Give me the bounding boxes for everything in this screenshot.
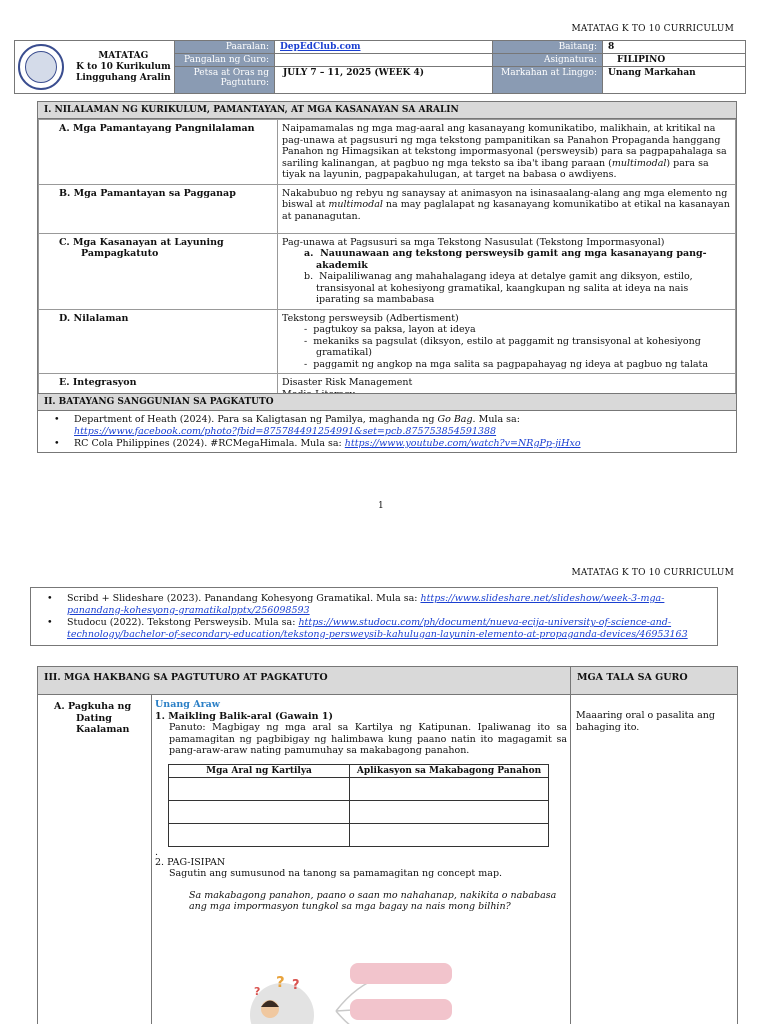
page-number: 1 (378, 501, 384, 511)
kartilya-cell[interactable] (169, 800, 350, 823)
row-e-text: Disaster Risk Management (278, 374, 736, 406)
row-d-label: D. Nilalaman (39, 309, 278, 374)
step-2-text: Sagutin ang sumusunod na tanong sa pamamagitan ng concept map. (169, 868, 503, 879)
notes-column-title: MGA TALA SA GURO (571, 667, 738, 695)
petsa-value: JULY 7 – 11, 2025 (WEEK 4) (275, 67, 493, 94)
step-a-content (152, 695, 571, 1024)
references-list (31, 588, 717, 643)
aplikasyon-cell[interactable] (350, 823, 549, 846)
aplikasyon-cell[interactable] (350, 777, 549, 800)
row-a-text: Naipamamalas ng mga mag-aaral ang kasanayang komunikatibo, malikhain, at kritikal na pag-unawa at pagsusuri ng mga tekstong pampanitikan sa Panahon Propaganda hanggang Panahon ng Himagsikan at tekstong impormasyonal (persweysib) para sa pagpapahalaga sa sariling kalinangan, at pagbuo ng mga teksto sa iba't ibang paraan (multimodal) para sa tiyak na layunin, pagpapakahulugan, at target na babasa o awdiyens. (278, 120, 736, 185)
concept-map-question: Sa makabagong panahon, paano o saan mo nahahanap, nakikita o nababasa ang mga impormasyon tungkol sa mga bagay na nais mong bilhin? (189, 889, 557, 912)
day-label: Unang Araw (155, 699, 220, 710)
step-a-label: A. Pagkuha ng Dating Kaalaman (38, 695, 152, 1024)
kartilya-col-header: Mga Aral ng Kartilya (169, 764, 350, 777)
reference-item: • Scribd + Slideshare (2023). Panandang Kohesyong Gramatikal. Mula sa: https://www.slideshare.net/slideshow/week-3-mga- panandang-kohesyong-gramatikalpptx/256098593 (43, 593, 711, 616)
kartilya-cell[interactable] (169, 823, 350, 846)
row-b-text: Nakabubuo ng rebyu ng sanaysay at animasyon na isinasaalang-alang ang mga elemento ng biswal at multimodal na may paglalapat ng kasanayang komunikatibo at etikal na kasanayan at pananagutan. (278, 184, 736, 233)
reference-link[interactable]: https://www.facebook.com/photo?fbid=875784491254991&set=pcb.875753854591388 (74, 425, 497, 437)
step-1-heading: 1. Maikling Balik-aral (Gawain 1) (155, 710, 333, 722)
section-3-table (37, 666, 738, 1024)
curriculum-label: MATATAG K TO 10 CURRICULUM (571, 24, 734, 34)
section-sanggunian (37, 393, 737, 453)
svg-text:?: ? (276, 973, 285, 991)
reference-link[interactable]: panandang-kohesyong-gramatikalpptx/256098593 (67, 604, 310, 616)
stray-dot: . (155, 846, 159, 858)
section-1-title: I. NILALAMAN NG KURIKULUM, PAMANTAYAN, AT MGA KASANAYAN SA ARALIN (38, 102, 736, 119)
reference-link[interactable]: technology/bachelor-of-secondary-education/tekstong-persweysib-kahulugan-layunin-elemento-at-propaganda-devices/46953163 (67, 628, 688, 640)
reference-link[interactable]: https://www.youtube.com/watch?v=NRgPp-jiHxo (344, 438, 581, 449)
guro-label: Pangalan ng Guro: (175, 54, 275, 67)
petsa-label: Petsa at Oras ng Pagtuturo: (175, 67, 275, 94)
logo-cell (15, 41, 175, 94)
paaralan-link[interactable]: DepEdClub.com (280, 42, 361, 52)
kartilya-table (168, 764, 549, 847)
teacher-note: Maaaring oral o pasalita ang bahaging ito. (571, 695, 738, 1024)
row-b-label: B. Mga Pamantayan sa Pagganap (39, 184, 278, 233)
reference-link[interactable]: https://www.studocu.com/ph/document/nueva-ecija-university-of-science-and- (298, 617, 672, 628)
row-e-label: E. Integrasyon (39, 374, 278, 406)
panuto-text: Panuto: Magbigay ng mga aral sa Kartilya ng Katipunan. Ipaliwanag ito sa pamamagitan ng pagbibigay ng halimbawa kung paano natin ito magagamit sa pang-araw-araw nating pamumuhay sa makabagong panahon. (169, 722, 568, 756)
aplikasyon-cell[interactable] (350, 800, 549, 823)
paaralan-value (275, 41, 493, 54)
baitang-label: Baitang: (493, 41, 603, 54)
concept-map-answer-box[interactable] (350, 963, 452, 984)
markahan-label: Markahan at Linggo: (493, 67, 603, 94)
section-nilalaman (37, 101, 737, 407)
markahan-value: Unang Markahan (603, 67, 746, 94)
thinking-person-icon (232, 967, 342, 1024)
svg-text:?: ? (254, 985, 261, 998)
references-list (38, 411, 736, 453)
logo-title: MATATAG K to 10 Kurikulum Lingguhang Aralin (76, 50, 171, 83)
reference-item: • Department of Heath (2024). Para sa Kaligtasan ng Pamilya, maghanda ng Go Bag. Mula sa: https://www.facebook.com/photo?fbid=875784491254991&set=pcb.875753854591388 (50, 414, 730, 437)
references-continued (30, 587, 718, 646)
section-2-title: II. BATAYANG SANGGUNIAN SA PAGKATUTO (38, 394, 736, 411)
row-c-label: C. Mga Kasanayan at Layuning Pampagkatuto (39, 233, 278, 309)
baitang-value: 8 (603, 41, 746, 54)
row-d-text: Tekstong persweysib (Adbertisment) - pagtukoy sa paksa, layon at ideya - mekaniks sa pagsulat (diksyon, estilo at paggamit ng transisyonal at kohesiyong gramatikal) - paggamit ng angkop na mga salita sa pagpapahayag ng ideya at pagbuo ng talata (278, 309, 736, 374)
asignatura-value: FILIPINO (603, 54, 746, 67)
svg-text:?: ? (292, 978, 300, 993)
deped-seal-icon (18, 44, 64, 90)
row-c-text: Pag-unawa at Pagsusuri sa mga Tekstong Nasusulat (Tekstong Impormasyonal) a. Nauunawaan ang tekstong persweysib gamit ang mga kasanayang pang-akademik b. Naipaliliwanag ang mahahalagang ideya at detalye gamit ang diksyon, estilo, transisyonal at kohesiyong gramatikal, kaangkupan ng salita at ideya na nais iparating sa mambabasa (278, 233, 736, 309)
paaralan-label: Paaralan: (175, 41, 275, 54)
lesson-header-table (14, 40, 746, 94)
asignatura-label: Asignatura: (493, 54, 603, 67)
reference-link[interactable]: https://www.slideshare.net/slideshow/week-3-mga- (420, 593, 665, 604)
section-3-title: III. MGA HAKBANG SA PAGTUTURO AT PAGKATUTO (38, 667, 571, 695)
reference-item: • RC Cola Philippines (2024). #RCMegaHimala. Mula sa: https://www.youtube.com/watch?v=NRgPp-jiHxo (50, 438, 730, 450)
kartilya-cell[interactable] (169, 777, 350, 800)
reference-item: • Studocu (2022). Tekstong Persweysib. Mula sa: https://www.studocu.com/ph/document/nueva-ecija-university-of-science-and- technology/bachelor-of-secondary-education/tekstong-persweysib-kahulugan-layunin-elemento-at-propaganda-devices/46953163 (43, 617, 711, 640)
section-hakbang (37, 666, 738, 1024)
guro-value (275, 54, 493, 67)
curriculum-label-page-2: MATATAG K TO 10 CURRICULUM (571, 568, 734, 578)
row-a-label: A. Mga Pamantayang Pangnilalaman (39, 120, 278, 185)
section-1-table (38, 119, 736, 406)
step-2-heading: 2. PAG-ISIPAN (155, 856, 226, 868)
concept-map-answer-box[interactable] (350, 999, 452, 1020)
aplikasyon-col-header: Aplikasyon sa Makabagong Panahon (350, 764, 549, 777)
